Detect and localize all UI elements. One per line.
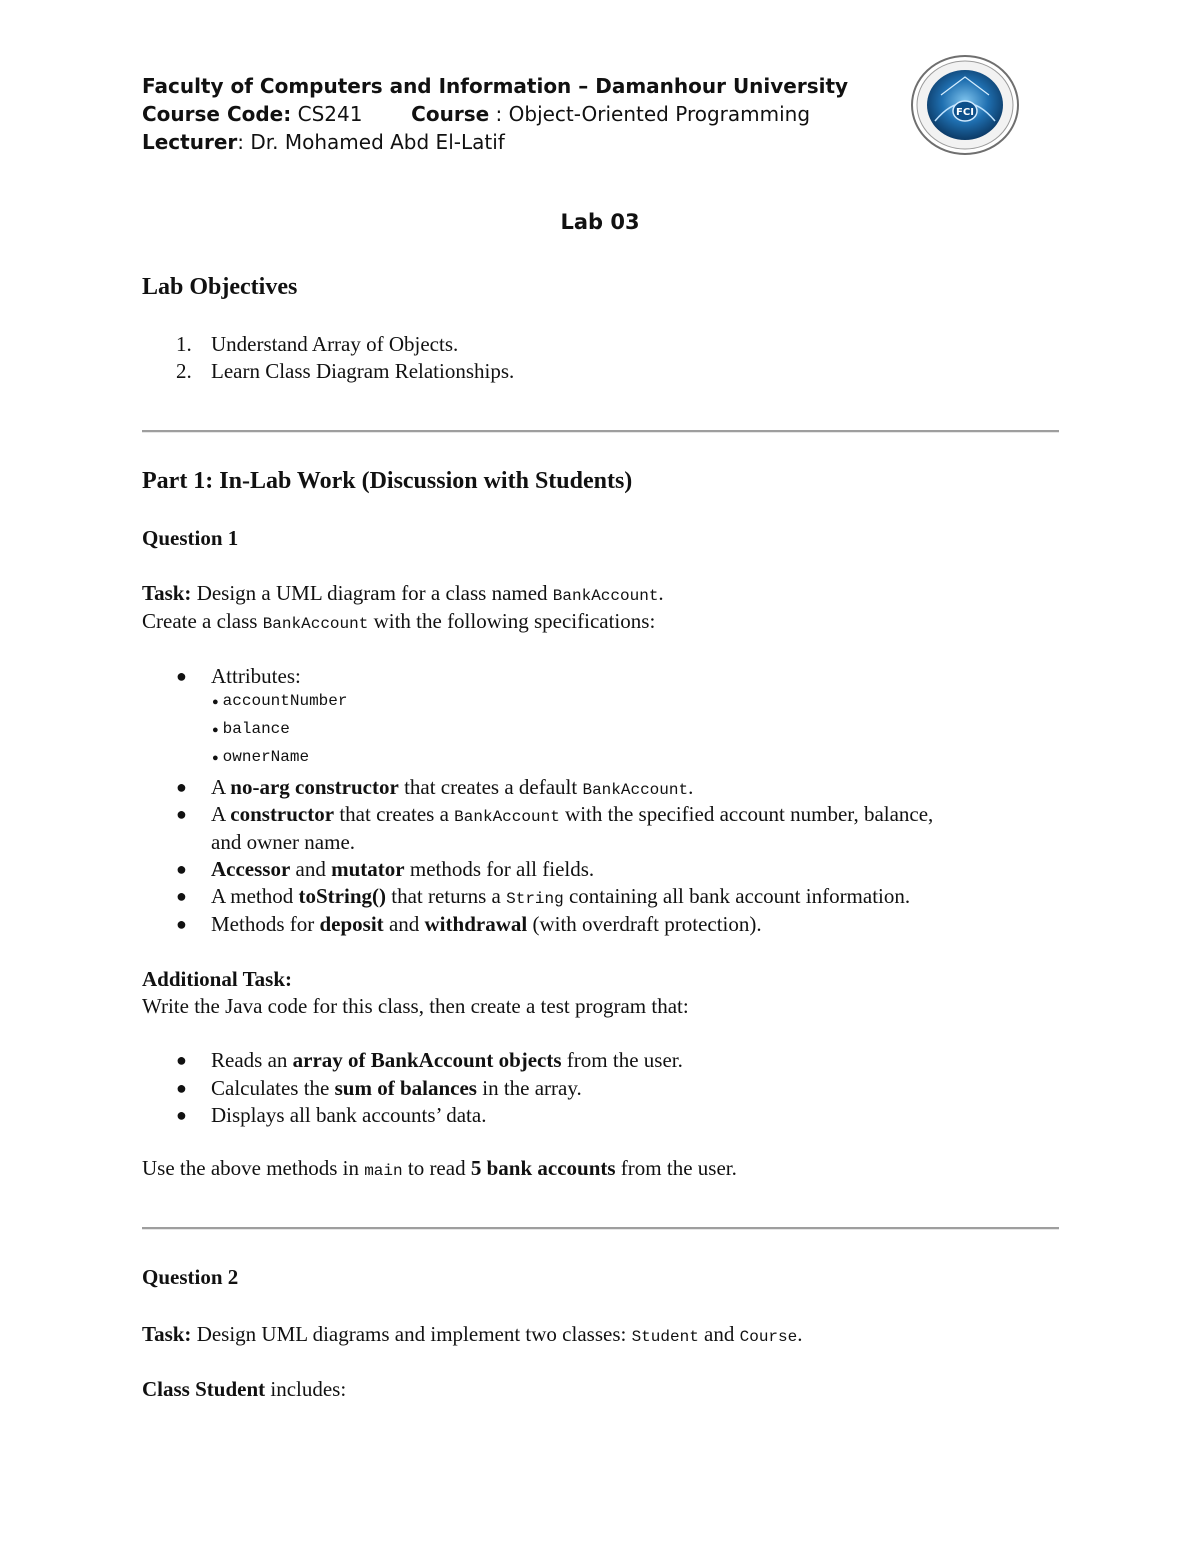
bullet-icon: ●	[176, 1050, 187, 1070]
use-methods-line: Use the above methods in main to read 5 bank accounts from the user.	[142, 1156, 737, 1180]
bullet-icon: ●	[176, 804, 187, 824]
code-course: Course	[739, 1328, 798, 1346]
q1-task-line	[142, 579, 664, 610]
bullet-icon: ●	[176, 914, 187, 934]
class-student-line: Class Student includes:	[142, 1377, 347, 1401]
page-title: Lab 03	[560, 210, 640, 234]
bullet-icon: ●	[176, 1078, 187, 1098]
objective-text: Understand Array of Objects.	[211, 332, 459, 356]
task-text: Design a UML diagram for a class named	[191, 581, 553, 605]
logo-text: FCI	[956, 107, 974, 118]
course-label: Course	[411, 102, 490, 126]
code-bankaccount: BankAccount	[262, 615, 369, 633]
additional-task-label: Additional Task:	[142, 967, 292, 991]
objective-number: 2.	[176, 359, 192, 383]
objective-number: 1.	[176, 332, 192, 356]
punctuation: .	[658, 581, 664, 605]
course-separator: :	[489, 102, 509, 126]
attribute-name: ownerName	[222, 748, 310, 766]
course-code-label: Course Code:	[142, 102, 292, 126]
part1-heading: Part 1: In-Lab Work (Discussion with Students)	[142, 468, 633, 494]
course-name: Object-Oriented Programming	[508, 102, 811, 126]
faculty-logo	[911, 55, 1019, 155]
task-label: Task:	[142, 581, 192, 605]
bullet-icon: ●	[176, 1105, 187, 1125]
divider	[142, 1227, 1059, 1230]
code-bankaccount: BankAccount	[552, 587, 659, 605]
course-line	[142, 100, 810, 128]
q1-create-line	[142, 607, 655, 638]
course-code: CS241	[297, 102, 363, 126]
bullet-constructor-cont: and owner name.	[211, 830, 356, 854]
attribute-item: ● ownerName	[212, 748, 310, 766]
divider	[142, 430, 1059, 433]
attribute-name: accountNumber	[222, 692, 348, 710]
faculty-name: Faculty of Computers and Information – Damanhour University	[142, 74, 849, 98]
attribute-item: ● balance	[212, 720, 290, 738]
bullet-icon: ●	[176, 666, 187, 686]
bullet-icon: ●	[176, 886, 187, 906]
objectives-heading: Lab Objectives	[142, 274, 298, 300]
bullet-icon: ●	[176, 859, 187, 879]
lecturer-line	[142, 128, 505, 156]
create-text-end: with the following specifications:	[368, 609, 656, 633]
bullet-icon: ●	[176, 777, 187, 797]
question1-heading: Question 1	[142, 526, 239, 550]
code-main: main	[364, 1162, 403, 1180]
objective-text: Learn Class Diagram Relationships.	[211, 359, 515, 383]
additional-task-text: Write the Java code for this class, then create a test program that:	[142, 994, 689, 1018]
attribute-name: balance	[222, 720, 290, 738]
q2-task-line: Task: Design UML diagrams and implement two classes: Student and Course.	[142, 1322, 803, 1346]
task-label: Task:	[142, 1322, 192, 1346]
lecturer-label: Lecturer	[142, 130, 238, 154]
lecturer-name: : Dr. Mohamed Abd El-Latif	[237, 130, 505, 154]
question2-heading: Question 2	[142, 1265, 239, 1289]
code-student: Student	[631, 1328, 699, 1346]
attributes-label: Attributes:	[211, 664, 301, 688]
attribute-item: ● accountNumber	[212, 692, 348, 710]
create-text: Create a class	[142, 609, 263, 633]
